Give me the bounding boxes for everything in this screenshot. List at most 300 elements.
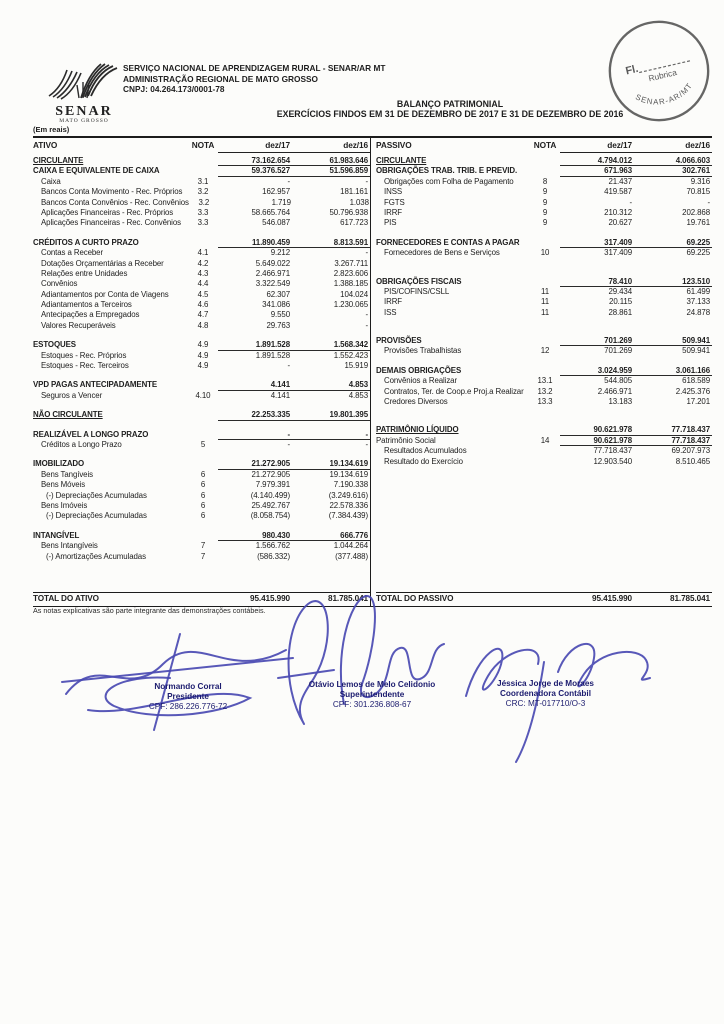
row-label: Valores Recuperáveis	[41, 320, 116, 330]
row-value-dez17: 9.550	[270, 310, 290, 320]
table-row	[376, 187, 712, 197]
row-nota: 6	[200, 511, 206, 521]
row-value-dez17: -	[287, 176, 290, 186]
row-value-dez17: 7.979.391	[255, 480, 290, 490]
total-nota	[188, 593, 218, 606]
row-label: PIS	[384, 218, 397, 228]
row-label: (-) Amortizações Acumuladas	[46, 551, 146, 561]
row-label: (-) Depreciações Acumuladas	[46, 490, 147, 500]
row-nota	[188, 430, 218, 440]
row-value-dez17: 73.162.654	[218, 156, 292, 166]
row-nota: 4.5	[197, 289, 209, 299]
table-row	[33, 198, 370, 208]
signature-block-president	[108, 682, 268, 712]
senar-logo-icon	[47, 60, 121, 100]
row-value-dez17: 20.115	[609, 297, 632, 307]
row-value-dez17: 317.409	[604, 248, 632, 258]
row-value-dez16: 3.267.711	[334, 258, 368, 268]
row-value-dez17: 5.649.022	[255, 258, 290, 268]
column-header-row	[376, 139, 712, 153]
row-value-dez16: 123.510	[634, 277, 712, 287]
row-value-dez16: 9.316	[690, 176, 710, 186]
row-value-dez16: 51.596.859	[292, 166, 370, 176]
table-row	[33, 511, 370, 521]
row-value-dez17: 317.409	[560, 238, 634, 248]
row-value-dez16: 202.868	[682, 207, 710, 217]
row-value-dez16: 617.723	[340, 218, 368, 228]
row-nota: 9	[542, 187, 548, 197]
document-subtitle: EXERCÍCIOS FINDOS EM 31 DE DEZEMBRO DE 2017 E 31 DE DEZEMBRO DE 2016	[276, 109, 624, 119]
row-nota	[530, 336, 560, 346]
row-value-dez17: 341.086	[262, 300, 290, 310]
row-value-dez16: 104.024	[340, 289, 368, 299]
row-value-dez17: 21.272.905	[218, 459, 292, 469]
signature-block-accountant	[458, 679, 633, 709]
row-label: CRÉDITOS A CURTO PRAZO	[33, 237, 139, 247]
row-value-dez16: 1.552.423	[333, 350, 368, 360]
org-identification	[123, 63, 385, 95]
row-value-dez16: 70.815	[686, 187, 710, 197]
row-value-dez17: (8.058.754)	[250, 511, 290, 521]
row-value-dez17: 25.492.767	[251, 500, 290, 510]
row-nota: 4.7	[197, 310, 209, 320]
spacer-row	[33, 331, 370, 340]
row-value-dez17: 2.466.971	[597, 386, 632, 396]
row-nota: 4.8	[197, 320, 209, 330]
row-label: Resultados Acumulados	[384, 446, 467, 456]
row-label: Caixa	[41, 176, 61, 186]
table-row	[33, 380, 370, 390]
dez17-column-header: dez/17	[560, 139, 634, 153]
table-row	[376, 376, 712, 386]
stamp-rubrica-label: Rubrica	[647, 67, 678, 84]
row-label: Convênios	[41, 279, 78, 289]
row-value-dez17: 4.794.012	[560, 156, 634, 166]
row-label: Aplicações Financeiras - Rec. Convênios	[41, 218, 181, 228]
row-value-dez16: 61.499	[686, 286, 710, 296]
row-label: Adiantamentos por Conta de Viagens	[41, 289, 169, 299]
row-nota: 5	[200, 439, 206, 449]
table-row	[33, 208, 370, 218]
explanatory-note: As notas explicativas são parte integrante das demonstrações contábeis.	[33, 606, 266, 615]
dez16-column-header: dez/16	[292, 139, 370, 153]
table-row	[376, 425, 712, 435]
row-nota: 3.2	[197, 187, 209, 197]
table-row	[33, 480, 370, 490]
dez16-column-header: dez/16	[634, 139, 712, 153]
signer-role: Presidente	[167, 692, 209, 701]
row-value-dez16: 2.823.606	[333, 268, 368, 278]
row-nota: 4.2	[197, 258, 209, 268]
table-row	[33, 300, 370, 310]
row-value-dez17: 20.627	[608, 218, 632, 228]
row-nota	[188, 238, 218, 248]
row-nota: 6	[200, 469, 206, 479]
row-value-dez17: 77.718.437	[593, 446, 632, 456]
row-label: Estoques - Rec. Próprios	[41, 350, 127, 360]
row-value-dez17: 29.763	[266, 320, 290, 330]
row-value-dez16: 69.207.973	[671, 446, 710, 456]
row-value-dez16: -	[365, 310, 368, 320]
row-nota: 6	[200, 500, 206, 510]
row-value-dez17: 90.621.978	[560, 436, 634, 446]
row-nota: 7	[200, 541, 206, 551]
column-title: ATIVO	[33, 140, 58, 150]
row-value-dez16: 1.230.065	[333, 300, 368, 310]
spacer-row	[376, 259, 712, 268]
row-value-dez17: 59.376.527	[218, 166, 292, 176]
stamp-fl-label: Fl.	[624, 62, 640, 78]
row-value-dez16: 509.941	[634, 336, 712, 346]
signer-name: Jéssica Jorge de Moraes	[497, 679, 594, 688]
table-row	[33, 440, 370, 450]
spacer-row	[376, 357, 712, 366]
row-nota: 4.10	[195, 390, 211, 400]
row-label: Relações entre Unidades	[41, 268, 128, 278]
nota-column-header: NOTA	[533, 140, 557, 150]
row-value-dez16: (7.384.439)	[328, 511, 368, 521]
row-value-dez17: 1.891.528	[218, 340, 292, 350]
spacer-row	[33, 229, 370, 238]
table-row	[33, 321, 370, 331]
signer-role: Superintendente	[339, 690, 405, 699]
row-value-dez16: 1.038	[349, 197, 369, 207]
row-value-dez16: -	[365, 176, 368, 186]
signer-document: CPF: 286.226.776-72	[148, 702, 228, 711]
row-value-dez16: (3.249.616)	[328, 490, 368, 500]
row-nota: 6	[200, 490, 206, 500]
row-nota	[188, 166, 218, 176]
org-cnpj-line: CNPJ: 04.264.173/0001-78	[123, 84, 225, 94]
row-value-dez17: 1.566.762	[255, 541, 290, 551]
row-value-dez16: 69.225	[634, 238, 712, 248]
row-value-dez17: 62.307	[266, 289, 290, 299]
table-row	[33, 187, 370, 197]
row-value-dez16: 17.201	[686, 397, 710, 407]
row-value-dez16: 1.044.264	[333, 541, 368, 551]
row-label: Dotações Orçamentárias a Receber	[41, 258, 164, 268]
row-nota	[188, 156, 218, 166]
row-nota: 4.9	[197, 340, 209, 350]
row-nota: 9	[542, 197, 548, 207]
row-label: Contas a Receber	[41, 248, 103, 258]
spacer-row	[376, 318, 712, 327]
row-value-dez17: (4.140.499)	[250, 490, 290, 500]
table-row	[33, 310, 370, 320]
row-label: Convênios a Realizar	[384, 376, 457, 386]
table-row	[33, 166, 370, 176]
table-row	[376, 446, 712, 456]
table-row	[33, 552, 370, 562]
logo-submark: MATO GROSSO	[59, 118, 109, 124]
row-label: PATRIMÔNIO LÍQUIDO	[376, 425, 459, 435]
row-value-dez16: 1.388.185	[333, 279, 368, 289]
table-row	[376, 308, 712, 318]
table-row	[376, 238, 712, 248]
table-row	[376, 457, 712, 467]
table-row	[376, 218, 712, 228]
row-value-dez16: 4.066.603	[634, 156, 712, 166]
row-nota: 6	[200, 480, 206, 490]
table-row	[33, 238, 370, 248]
document-titles	[180, 99, 720, 119]
signer-name: Otávio Lemos de Melo Celidonio	[308, 680, 436, 689]
row-value-dez16: 666.776	[292, 531, 370, 541]
spacer-row	[33, 401, 370, 410]
row-value-dez16: 8.510.465	[675, 456, 710, 466]
row-nota: 4.1	[197, 248, 209, 258]
total-nota	[530, 593, 560, 606]
row-value-dez17: 58.665.764	[251, 207, 290, 217]
stamp-org-label: SENAR-AR/MT	[633, 81, 695, 107]
row-value-dez16: 19.134.619	[329, 469, 368, 479]
row-label: (-) Depreciações Acumuladas	[46, 511, 147, 521]
row-nota: 4.6	[197, 300, 209, 310]
row-value-dez16: 69.225	[686, 248, 710, 258]
nota-column-header: NOTA	[191, 140, 215, 150]
org-name-line: SERVIÇO NACIONAL DE APRENDIZAGEM RURAL - SENAR/AR MT	[123, 63, 386, 73]
row-label: NÃO CIRCULANTE	[33, 410, 103, 420]
row-value-dez16: -	[365, 320, 368, 330]
row-value-dez17: 78.410	[560, 277, 634, 287]
row-label: Resultado do Exercício	[384, 456, 463, 466]
row-value-dez16: 24.878	[686, 307, 710, 317]
row-label: VPD PAGAS ANTECIPADAMENTE	[33, 380, 158, 390]
row-nota	[530, 457, 560, 467]
row-value-dez17: (586.332)	[257, 551, 290, 561]
table-row	[376, 336, 712, 346]
row-nota: 3.3	[197, 207, 209, 217]
table-row	[376, 156, 712, 166]
table-row	[376, 208, 712, 218]
row-nota	[530, 277, 560, 287]
row-label: Créditos a Longo Prazo	[41, 439, 122, 449]
row-nota	[188, 410, 218, 420]
row-label: IMOBILIZADO	[33, 459, 85, 469]
table-row	[33, 156, 370, 166]
row-nota	[530, 446, 560, 456]
table-row	[33, 290, 370, 300]
row-nota: 3.1	[197, 176, 209, 186]
spacer-row	[376, 407, 712, 416]
row-value-dez16: 1.568.342	[292, 340, 370, 350]
row-label: PIS/COFINS/CSLL	[384, 286, 450, 296]
row-nota: 9	[542, 207, 548, 217]
row-label: CIRCULANTE	[33, 156, 84, 165]
row-label: Provisões Trabalhistas	[384, 346, 462, 356]
table-row	[376, 297, 712, 307]
spacer-row	[376, 268, 712, 277]
document-title: BALANÇO PATRIMONIAL	[396, 99, 504, 109]
row-value-dez16: 8.813.591	[292, 238, 370, 248]
row-value-dez17: 980.430	[218, 531, 292, 541]
row-value-dez16: 302.761	[634, 166, 712, 176]
table-row	[376, 387, 712, 397]
row-value-dez17: 546.087	[262, 218, 290, 228]
row-label: CIRCULANTE	[376, 156, 427, 165]
row-value-dez16: 4.853	[292, 380, 370, 390]
table-row	[33, 391, 370, 401]
row-label: Antecipações a Empregados	[41, 310, 140, 320]
total-label: TOTAL DO ATIVO	[33, 594, 99, 603]
ativo-column	[33, 138, 370, 606]
row-nota: 3.2	[198, 197, 210, 207]
signer-name: Normando Corral	[154, 682, 222, 691]
row-value-dez17: 11.890.459	[218, 238, 292, 248]
row-value-dez17: -	[629, 197, 632, 207]
row-value-dez17: 3.024.959	[560, 366, 634, 376]
row-label: Patrimônio Social	[376, 435, 436, 445]
row-label: CAIXA E EQUIVALENTE DE CAIXA	[33, 166, 160, 176]
row-label: INSS	[384, 187, 403, 197]
row-value-dez17: 13.183	[608, 397, 632, 407]
column-header-row	[33, 139, 370, 153]
table-row	[376, 366, 712, 376]
signer-document: CPF: 301.236.808-67	[332, 700, 412, 709]
row-label: Obrigações com Folha de Pagamento	[384, 176, 514, 186]
row-label: Aplicações Financeiras - Rec. Próprios	[41, 207, 174, 217]
row-label: Adiantamentos a Terceiros	[41, 300, 132, 310]
row-value-dez16: 19.134.619	[292, 459, 370, 469]
column-title: PASSIVO	[376, 140, 412, 150]
row-value-dez17: 162.957	[262, 187, 290, 197]
row-label: Estoques - Rec. Terceiros	[41, 361, 129, 371]
dez17-column-header: dez/17	[218, 139, 292, 153]
row-value-dez17: 210.312	[604, 207, 632, 217]
signer-role: Coordenadora Contábil	[500, 689, 591, 698]
row-label: Bancos Conta Convênios - Rec. Convênios	[41, 197, 189, 207]
row-nota	[188, 531, 218, 541]
row-label: FORNECEDORES E CONTAS A PAGAR	[376, 237, 520, 247]
row-value-dez17: 9.212	[270, 248, 290, 258]
row-value-dez16: 509.941	[682, 346, 710, 356]
row-label: PROVISÕES	[376, 336, 422, 346]
row-label: IRRF	[384, 207, 403, 217]
spacer-row	[376, 416, 712, 425]
row-nota	[530, 238, 560, 248]
row-value-dez17: 1.719	[271, 197, 291, 207]
table-row	[33, 459, 370, 469]
row-value-dez16: (377.488)	[335, 551, 368, 561]
row-value-dez17: 419.587	[604, 187, 632, 197]
table-row	[33, 531, 370, 541]
row-nota	[530, 425, 560, 435]
total-value-dez17: 95.415.990	[250, 594, 290, 603]
row-label: Seguros a Vencer	[41, 390, 103, 400]
table-row	[33, 491, 370, 501]
row-nota: 4.3	[197, 268, 209, 278]
row-label: Contratos, Ter. de Coop.e Proj.a Realizar	[384, 386, 524, 396]
spacer-row	[376, 229, 712, 238]
row-label: Fornecedores de Bens e Serviços	[384, 248, 500, 258]
table-row	[33, 177, 370, 187]
row-value-dez17: 90.621.978	[560, 425, 634, 435]
row-value-dez16: 19.761	[686, 218, 710, 228]
total-label: TOTAL DO PASSIVO	[376, 594, 454, 603]
row-value-dez16: 37.133	[686, 297, 710, 307]
row-value-dez17: 22.253.335	[218, 410, 292, 420]
row-nota: 3.3	[197, 218, 209, 228]
senar-logo	[44, 60, 124, 124]
row-label: ESTOQUES	[33, 340, 76, 350]
table-row	[376, 198, 712, 208]
row-nota: 8	[542, 176, 548, 186]
signature-block-superintendent	[282, 680, 462, 710]
row-value-dez16: -	[292, 430, 370, 440]
row-value-dez16: 77.718.437	[634, 436, 712, 446]
row-nota: 12	[540, 346, 550, 356]
table-row	[33, 351, 370, 361]
row-label: Bens Móveis	[41, 480, 86, 490]
row-label: IRRF	[384, 297, 403, 307]
total-value-dez16: 81.785.041	[328, 594, 368, 603]
table-row	[33, 501, 370, 511]
spacer-row	[33, 421, 370, 430]
row-label: Bens Intangíveis	[41, 541, 98, 551]
row-value-dez16: 2.425.376	[675, 386, 710, 396]
row-value-dez17: 21.437	[608, 176, 632, 186]
row-value-dez16: 4.853	[348, 390, 368, 400]
row-value-dez16: 19.801.395	[292, 410, 370, 420]
row-nota: 13.1	[537, 376, 553, 386]
row-value-dez16: 618.589	[682, 376, 710, 386]
row-value-dez17: 544.805	[604, 376, 632, 386]
table-row	[376, 436, 712, 446]
table-row	[33, 269, 370, 279]
spacer-row	[33, 522, 370, 531]
table-row	[33, 259, 370, 269]
row-label: ISS	[384, 307, 397, 317]
table-row	[33, 470, 370, 480]
row-label: OBRIGAÇÕES TRAB. TRIB. E PREVID.	[376, 166, 518, 176]
row-nota: 10	[540, 248, 550, 258]
row-value-dez17: 2.466.971	[255, 268, 290, 278]
row-nota: 11	[541, 286, 549, 296]
row-value-dez17: 1.891.528	[255, 350, 290, 360]
table-row	[376, 177, 712, 187]
row-nota: 9	[542, 218, 548, 228]
row-value-dez17: 4.141	[218, 380, 292, 390]
row-nota: 11	[541, 297, 549, 307]
table-row	[33, 340, 370, 350]
row-nota	[188, 380, 218, 390]
logo-wordmark: SENAR	[55, 104, 113, 119]
row-value-dez16: 15.919	[344, 361, 368, 371]
row-value-dez16: 61.983.646	[292, 156, 370, 166]
row-nota: 4.9	[197, 361, 209, 371]
table-row	[376, 397, 712, 407]
table-row	[33, 218, 370, 228]
row-nota	[188, 459, 218, 469]
row-label: Bens Tangíveis	[41, 469, 93, 479]
row-label: FGTS	[384, 197, 405, 207]
row-label: Bens Imóveis	[41, 500, 88, 510]
table-row	[33, 279, 370, 289]
row-label: INTANGÍVEL	[33, 530, 80, 540]
row-value-dez17: -	[287, 361, 290, 371]
row-value-dez16: -	[365, 439, 368, 449]
spacer-row	[376, 327, 712, 336]
row-label: Bancos Conta Movimento - Rec. Próprios	[41, 187, 183, 197]
table-row	[376, 166, 712, 176]
row-value-dez16: 7.190.338	[333, 480, 368, 490]
currency-unit-label: (Em reais)	[33, 125, 70, 134]
row-value-dez17: 4.141	[270, 390, 290, 400]
row-nota: 7	[200, 551, 206, 561]
total-value-dez16: 81.785.041	[670, 594, 710, 603]
row-value-dez16: 50.796.938	[329, 207, 368, 217]
row-nota	[530, 366, 560, 376]
